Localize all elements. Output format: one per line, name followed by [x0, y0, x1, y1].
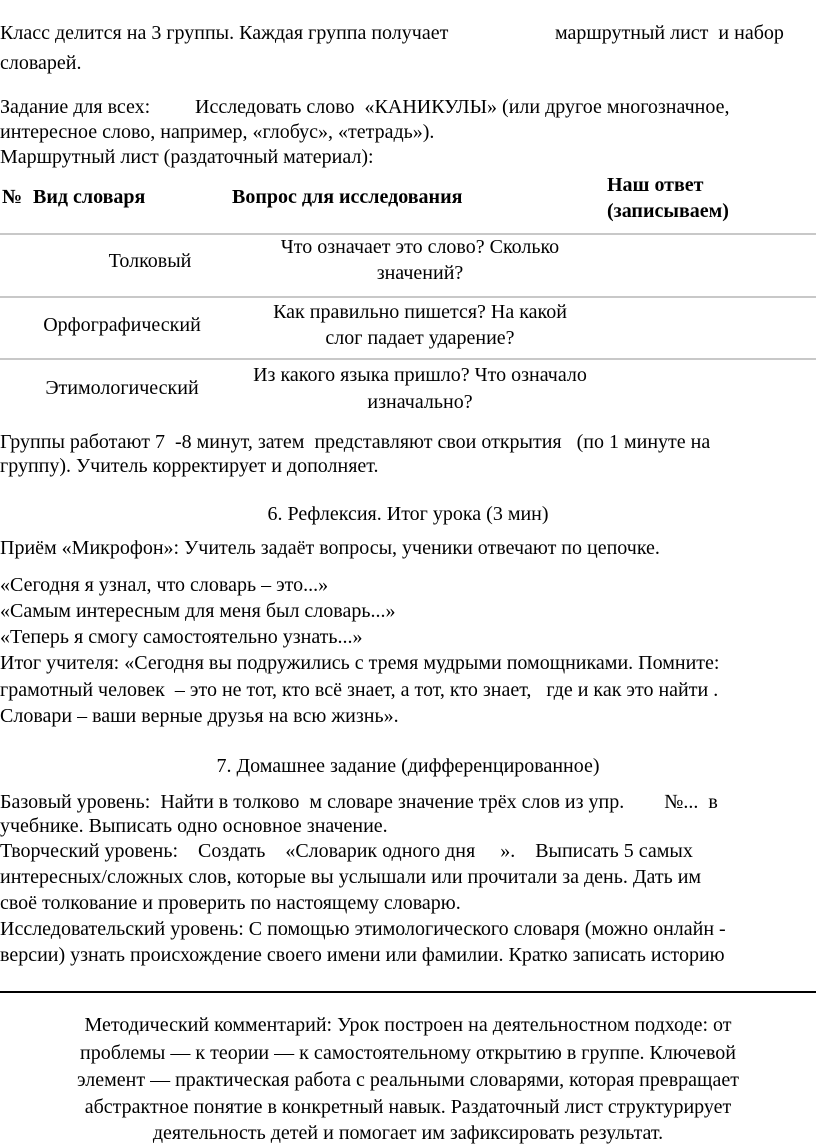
header-question: Вопрос для исследования: [232, 186, 463, 208]
comment-line: абстрактное понятие в конкретный навык. Раздаточный лист структурирует: [84, 1096, 732, 1118]
task-line-1: Исследовать слово «КАНИКУЛЫ» (или другое многозначное,: [195, 96, 730, 118]
reflection-question-3: «Теперь я смогу самостоятельно узнать...»: [0, 626, 363, 648]
row-type: Орфографический: [43, 314, 201, 336]
row-type: Толковый: [108, 250, 192, 272]
groups-line-2: группу). Учитель корректирует и дополняет.: [0, 455, 379, 477]
homework-heading: 7. Домашнее задание (дифференцированное): [216, 755, 600, 777]
homework-line: своё толкование и проверить по настоящему словарю.: [0, 892, 461, 914]
header-answer-1: Наш ответ: [607, 174, 704, 196]
comment-line: Методический комментарий: Урок построен на деятельностном подходе: от: [84, 1014, 732, 1036]
reflection-question-1: «Сегодня я узнал, что словарь – это...»: [0, 574, 329, 596]
comment-line: проблемы — к теории — к самостоятельному открытию в группе. Ключевой: [80, 1042, 736, 1064]
header-num: №: [2, 186, 23, 208]
row-question-1: Что означает это слово? Сколько: [280, 236, 560, 258]
header-type: Вид словаря: [33, 186, 146, 208]
homework-line: интересных/сложных слов, которые вы услышали или прочитали за день. Дать им: [0, 866, 702, 888]
section-divider: [0, 991, 816, 993]
row-question-1: Из какого языка пришло? Что означало: [253, 364, 587, 386]
homework-line: учебнике. Выписать одно основное значение.: [0, 815, 388, 837]
homework-line: версии) узнать происхождение своего имени или фамилии. Кратко записать историю: [0, 944, 725, 966]
teacher-summary-1: Итог учителя: «Сегодня вы подружились с тремя мудрыми помощниками. Помните:: [0, 652, 720, 674]
table-divider: [0, 296, 816, 298]
homework-line: Творческий уровень: Создать «Словарик одного дня ». Выписать 5 самых: [0, 840, 693, 862]
row-question-2: значений?: [376, 262, 464, 284]
intro-line-2: словарей.: [0, 52, 82, 74]
row-question-2: слог падает ударение?: [325, 327, 515, 349]
teacher-summary-2: грамотный человек – это не тот, кто всё знает, а тот, кто знает, где и как это найти .: [0, 679, 719, 701]
row-question-1: Как правильно пишется? На какой: [273, 301, 567, 323]
row-type: Этимологический: [45, 377, 199, 399]
table-divider: [0, 358, 816, 360]
comment-line: деятельность детей и помогает им зафиксировать результат.: [152, 1122, 664, 1144]
header-answer-2: (записываем): [607, 200, 729, 222]
reflection-heading: 6. Рефлексия. Итог урока (3 мин): [267, 503, 549, 525]
handout-title: Маршрутный лист (раздаточный материал):: [0, 146, 374, 168]
groups-line-1: Группы работают 7 -8 минут, затем представляют свои открытия (по 1 минуте на: [0, 431, 711, 453]
task-label: Задание для всех:: [0, 96, 151, 118]
row-question-2: изначально?: [367, 391, 473, 413]
homework-line: Базовый уровень: Найти в толково м словаре значение трёх слов из упр. №... в: [0, 791, 718, 813]
task-line-2: интересное слово, например, «глобус», «тетрадь»).: [0, 121, 435, 143]
reflection-intro: Приём «Микрофон»: Учитель задаёт вопросы, ученики отвечают по цепочке.: [0, 537, 660, 559]
intro-line-1a: Класс делится на 3 группы. Каждая группа получает: [0, 22, 449, 44]
reflection-question-2: «Самым интересным для меня был словарь...»: [0, 600, 396, 622]
comment-line: элемент — практическая работа с реальными словарями, которая превращает: [77, 1069, 739, 1091]
intro-line-1b: маршрутный лист и набор: [555, 22, 784, 44]
homework-line: Исследовательский уровень: С помощью этимологического словаря (можно онлайн -: [0, 918, 726, 940]
teacher-summary-3: Словари – ваши верные друзья на всю жизнь».: [0, 705, 399, 727]
